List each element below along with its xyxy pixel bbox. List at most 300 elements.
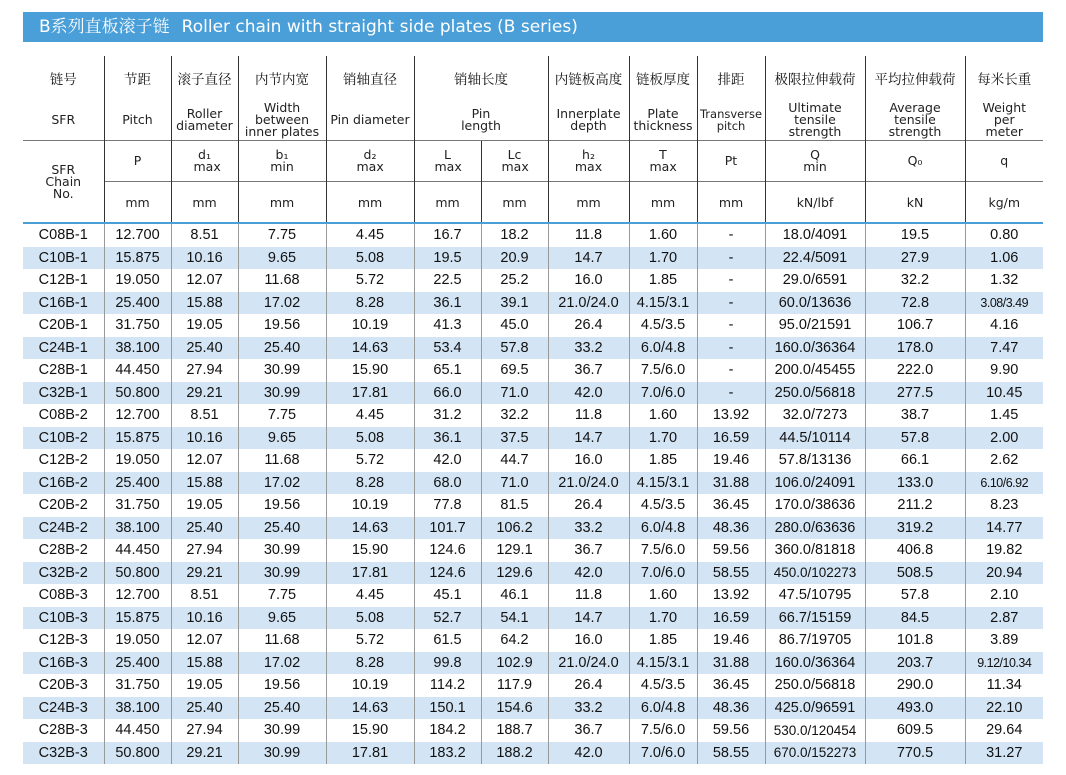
table-cell: 4.16: [965, 314, 1043, 337]
table-cell: 117.9: [481, 674, 548, 697]
table-cell: 160.0/36364: [765, 652, 865, 675]
table-row: [23, 674, 1043, 697]
table-cell: 1.70: [629, 427, 697, 450]
col-unit-transverse-pitch: mm: [697, 182, 765, 224]
table-cell: 18.0/4091: [765, 223, 865, 247]
col-en-inner-width: Width between inner plates: [238, 100, 326, 141]
table-cell: 59.56: [697, 539, 765, 562]
table-cell: 26.4: [548, 494, 629, 517]
table-cell: 16.59: [697, 607, 765, 630]
table-cell: 64.2: [481, 629, 548, 652]
chain-no-cell: C20B-1: [23, 314, 104, 337]
table-cell: 19.050: [104, 629, 171, 652]
table-cell: 11.8: [548, 404, 629, 427]
col-sym-inner-width: b₁ min: [238, 141, 326, 182]
table-row: [23, 292, 1043, 315]
table-cell: -: [697, 292, 765, 315]
table-cell: 8.28: [326, 292, 414, 315]
table-cell: 4.45: [326, 584, 414, 607]
chain-no-cell: C28B-1: [23, 359, 104, 382]
table-cell: 4.45: [326, 223, 414, 247]
col-sym-pin-length-lc: Lc max: [481, 141, 548, 182]
col-en-average-strength: Average tensile strength: [865, 100, 965, 141]
table-cell: 11.68: [238, 629, 326, 652]
table-row: [23, 719, 1043, 742]
table-row: [23, 629, 1043, 652]
table-row: [23, 472, 1043, 495]
table-cell: 19.05: [171, 314, 238, 337]
chain-no-cell: C24B-3: [23, 697, 104, 720]
table-cell: 25.40: [171, 517, 238, 540]
table-cell: 44.450: [104, 719, 171, 742]
col-unit-inner-width: mm: [238, 182, 326, 224]
chain-no-cell: C20B-2: [23, 494, 104, 517]
table-cell: 29.0/6591: [765, 269, 865, 292]
table-cell: 1.85: [629, 269, 697, 292]
table-cell: 42.0: [548, 562, 629, 585]
table-cell: 280.0/63636: [765, 517, 865, 540]
table-cell: 2.62: [965, 449, 1043, 472]
table-row: [23, 494, 1043, 517]
table-cell: 37.5: [481, 427, 548, 450]
chain-no-cell: C10B-1: [23, 247, 104, 270]
table-cell: 670.0/152273: [765, 742, 865, 765]
table-cell: 12.07: [171, 629, 238, 652]
table-cell: 178.0: [865, 337, 965, 360]
table-cell: 9.90: [965, 359, 1043, 382]
table-cell: 425.0/96591: [765, 697, 865, 720]
table-cell: 5.72: [326, 629, 414, 652]
table-cell: 4.15/3.1: [629, 292, 697, 315]
table-cell: 30.99: [238, 742, 326, 765]
col-zh-plate-thickness: 链板厚度: [629, 56, 697, 100]
table-cell: 1.06: [965, 247, 1043, 270]
table-cell: -: [697, 269, 765, 292]
col-unit-pin-length-l: mm: [414, 182, 481, 224]
chain-no-cell: C24B-2: [23, 517, 104, 540]
chain-no-cell: C20B-3: [23, 674, 104, 697]
table-cell: 10.16: [171, 607, 238, 630]
table-cell: 19.56: [238, 494, 326, 517]
title-zh: B系列直板滚子链: [39, 17, 170, 37]
table-cell: 36.1: [414, 427, 481, 450]
col-zh-pitch: 节距: [104, 56, 171, 100]
table-row: [23, 449, 1043, 472]
col-sym-chain-no: SFR Chain No.: [23, 141, 104, 224]
table-cell: 25.40: [238, 337, 326, 360]
table-cell: 99.8: [414, 652, 481, 675]
table-cell: 22.10: [965, 697, 1043, 720]
table-cell: 19.050: [104, 269, 171, 292]
table-cell: 101.8: [865, 629, 965, 652]
table-cell: 10.45: [965, 382, 1043, 405]
table-cell: 770.5: [865, 742, 965, 765]
col-unit-pitch: mm: [104, 182, 171, 224]
table-row: [23, 742, 1043, 765]
table-cell: 1.60: [629, 404, 697, 427]
col-zh-innerplate-depth: 内链板高度: [548, 56, 629, 100]
table-cell: -: [697, 359, 765, 382]
col-sym-transverse-pitch: Pt: [697, 141, 765, 182]
table-cell: 25.400: [104, 472, 171, 495]
chain-no-cell: C32B-2: [23, 562, 104, 585]
table-cell: 203.7: [865, 652, 965, 675]
table-cell: 31.88: [697, 472, 765, 495]
chain-no-cell: C08B-1: [23, 223, 104, 247]
table-cell: 15.875: [104, 427, 171, 450]
table-cell: 14.63: [326, 697, 414, 720]
table-cell: 154.6: [481, 697, 548, 720]
table-cell: 38.100: [104, 697, 171, 720]
table-cell: 493.0: [865, 697, 965, 720]
table-row: [23, 382, 1043, 405]
col-sym-plate-thickness: T max: [629, 141, 697, 182]
table-cell: 8.23: [965, 494, 1043, 517]
chain-no-cell: C08B-3: [23, 584, 104, 607]
chain-no-cell: C32B-1: [23, 382, 104, 405]
table-cell: 36.45: [697, 674, 765, 697]
chain-no-cell: C10B-3: [23, 607, 104, 630]
col-en-weight: Weight per meter: [965, 100, 1043, 141]
table-cell: 31.750: [104, 314, 171, 337]
chain-no-cell: C10B-2: [23, 427, 104, 450]
table-cell: 27.9: [865, 247, 965, 270]
table-row: [23, 652, 1043, 675]
table-cell: 26.4: [548, 674, 629, 697]
table-cell: 36.7: [548, 539, 629, 562]
table-cell: 68.0: [414, 472, 481, 495]
col-sym-pin-length-l: L max: [414, 141, 481, 182]
table-row: [23, 562, 1043, 585]
table-cell: 8.51: [171, 404, 238, 427]
table-cell: 508.5: [865, 562, 965, 585]
table-cell: 26.4: [548, 314, 629, 337]
table-cell: 3.89: [965, 629, 1043, 652]
table-cell: 29.21: [171, 742, 238, 765]
table-cell: 10.16: [171, 427, 238, 450]
table-cell: 5.08: [326, 607, 414, 630]
table-cell: 19.56: [238, 674, 326, 697]
table-cell: 45.0: [481, 314, 548, 337]
col-unit-average-strength: kN: [865, 182, 965, 224]
table-cell: 15.90: [326, 359, 414, 382]
table-cell: 31.27: [965, 742, 1043, 765]
table-cell: 36.7: [548, 719, 629, 742]
table-cell: 7.0/6.0: [629, 562, 697, 585]
table-cell: 15.875: [104, 607, 171, 630]
table-row: [23, 223, 1043, 247]
table-cell: 19.46: [697, 449, 765, 472]
table-cell: 16.0: [548, 629, 629, 652]
table-cell: 11.34: [965, 674, 1043, 697]
table-cell: 609.5: [865, 719, 965, 742]
table-cell: 31.750: [104, 674, 171, 697]
table-row: [23, 269, 1043, 292]
table-row: [23, 247, 1043, 270]
table-cell: 57.8/13136: [765, 449, 865, 472]
table-cell: 6.0/4.8: [629, 337, 697, 360]
table-cell: 9.65: [238, 247, 326, 270]
col-en-pitch: Pitch: [104, 100, 171, 141]
table-cell: -: [697, 223, 765, 247]
table-cell: 53.4: [414, 337, 481, 360]
table-cell: 129.1: [481, 539, 548, 562]
table-cell: 2.10: [965, 584, 1043, 607]
table-row: [23, 697, 1043, 720]
table-cell: 57.8: [481, 337, 548, 360]
table-cell: 19.05: [171, 674, 238, 697]
table-cell: 5.08: [326, 247, 414, 270]
table-cell: 66.0: [414, 382, 481, 405]
table-cell: 14.7: [548, 607, 629, 630]
table-cell: 406.8: [865, 539, 965, 562]
table-cell: 29.21: [171, 562, 238, 585]
table-cell: 17.81: [326, 562, 414, 585]
table-cell: 17.81: [326, 382, 414, 405]
table-cell: 44.450: [104, 359, 171, 382]
chain-no-cell: C16B-2: [23, 472, 104, 495]
table-cell: 2.87: [965, 607, 1043, 630]
table-cell: 27.94: [171, 539, 238, 562]
table-cell: 16.7: [414, 223, 481, 247]
table-cell: 11.68: [238, 449, 326, 472]
table-cell: 170.0/38636: [765, 494, 865, 517]
table-cell: 7.5/6.0: [629, 359, 697, 382]
table-cell: 25.40: [171, 697, 238, 720]
table-cell: 7.47: [965, 337, 1043, 360]
table-cell: 86.7/19705: [765, 629, 865, 652]
table-cell: 9.65: [238, 427, 326, 450]
table-cell: 124.6: [414, 539, 481, 562]
table-cell: 84.5: [865, 607, 965, 630]
table-header: [23, 56, 1043, 223]
table-cell: 129.6: [481, 562, 548, 585]
col-zh-ultimate-strength: 极限拉伸载荷: [765, 56, 865, 100]
table-cell: 47.5/10795: [765, 584, 865, 607]
table-cell: 21.0/24.0: [548, 292, 629, 315]
table-cell: 5.72: [326, 269, 414, 292]
table-cell: 20.94: [965, 562, 1043, 585]
table-row: [23, 517, 1043, 540]
table-cell: 6.0/4.8: [629, 697, 697, 720]
table-cell: 13.92: [697, 584, 765, 607]
table-cell: 42.0: [548, 742, 629, 765]
table-cell: 48.36: [697, 517, 765, 540]
table-cell: 12.700: [104, 404, 171, 427]
col-zh-weight: 每米长重: [965, 56, 1043, 100]
col-unit-roller-diameter: mm: [171, 182, 238, 224]
table-cell: 30.99: [238, 359, 326, 382]
col-zh-pin-diameter: 销轴直径: [326, 56, 414, 100]
table-row: [23, 337, 1043, 360]
col-unit-weight: kg/m: [965, 182, 1043, 224]
table-body: [23, 223, 1043, 764]
table-cell: 184.2: [414, 719, 481, 742]
table-cell: 21.0/24.0: [548, 472, 629, 495]
table-cell: 16.0: [548, 449, 629, 472]
table-cell: 66.1: [865, 449, 965, 472]
table-row: [23, 539, 1043, 562]
col-en-pin-diameter: Pin diameter: [326, 100, 414, 141]
table-cell: 54.1: [481, 607, 548, 630]
table-cell: 41.3: [414, 314, 481, 337]
table-cell: 4.5/3.5: [629, 494, 697, 517]
col-sym-pin-diameter: d₂ max: [326, 141, 414, 182]
table-cell: -: [697, 247, 765, 270]
table-cell: 13.92: [697, 404, 765, 427]
table-cell: 25.40: [238, 517, 326, 540]
table-cell: 95.0/21591: [765, 314, 865, 337]
table-cell: 25.400: [104, 652, 171, 675]
table-cell: 65.1: [414, 359, 481, 382]
table-cell: 15.88: [171, 472, 238, 495]
table-cell: -: [697, 337, 765, 360]
chain-no-cell: C16B-3: [23, 652, 104, 675]
table-cell: 29.21: [171, 382, 238, 405]
table-cell: 42.0: [414, 449, 481, 472]
table-cell: 18.2: [481, 223, 548, 247]
table-cell: 19.050: [104, 449, 171, 472]
table-cell: 66.7/15159: [765, 607, 865, 630]
col-sym-roller-diameter: d₁ max: [171, 141, 238, 182]
table-row: [23, 314, 1043, 337]
table-cell: 150.1: [414, 697, 481, 720]
table-cell: 38.100: [104, 337, 171, 360]
table-cell: 29.64: [965, 719, 1043, 742]
table-cell: 11.8: [548, 223, 629, 247]
table-title-banner: [23, 12, 1043, 42]
table-cell: 1.32: [965, 269, 1043, 292]
table-cell: 27.94: [171, 719, 238, 742]
table-cell: 30.99: [238, 539, 326, 562]
table-cell: 39.1: [481, 292, 548, 315]
table-cell: 19.05: [171, 494, 238, 517]
table-cell: 14.7: [548, 247, 629, 270]
col-unit-innerplate-depth: mm: [548, 182, 629, 224]
table-cell: 4.15/3.1: [629, 652, 697, 675]
table-cell: 277.5: [865, 382, 965, 405]
table-cell: 57.8: [865, 584, 965, 607]
col-en-pin-length: Pin length: [414, 100, 548, 141]
table-cell: 33.2: [548, 337, 629, 360]
table-cell: 9.12/10.34: [965, 652, 1043, 675]
table-cell: 360.0/81818: [765, 539, 865, 562]
table-cell: 36.1: [414, 292, 481, 315]
chain-no-cell: C24B-1: [23, 337, 104, 360]
table-cell: 15.875: [104, 247, 171, 270]
table-cell: 46.1: [481, 584, 548, 607]
col-sym-average-strength: Q₀: [865, 141, 965, 182]
table-cell: 32.2: [481, 404, 548, 427]
table-cell: 222.0: [865, 359, 965, 382]
col-sym-ultimate-strength: Q min: [765, 141, 865, 182]
table-cell: 71.0: [481, 382, 548, 405]
table-cell: 38.7: [865, 404, 965, 427]
col-zh-roller-diameter: 滚子直径: [171, 56, 238, 100]
table-cell: 188.2: [481, 742, 548, 765]
table-cell: 1.85: [629, 629, 697, 652]
table-cell: 17.02: [238, 652, 326, 675]
table-cell: 4.15/3.1: [629, 472, 697, 495]
table-cell: -: [697, 382, 765, 405]
table-cell: 30.99: [238, 382, 326, 405]
table-cell: 33.2: [548, 517, 629, 540]
table-cell: 160.0/36364: [765, 337, 865, 360]
table-cell: 17.02: [238, 472, 326, 495]
table-cell: 14.7: [548, 427, 629, 450]
table-cell: 1.70: [629, 247, 697, 270]
table-row: [23, 359, 1043, 382]
table-cell: 38.100: [104, 517, 171, 540]
table-cell: 15.90: [326, 539, 414, 562]
table-cell: 30.99: [238, 719, 326, 742]
table-row: [23, 427, 1043, 450]
table-cell: 10.19: [326, 494, 414, 517]
table-cell: 72.8: [865, 292, 965, 315]
table-cell: 33.2: [548, 697, 629, 720]
table-cell: 44.450: [104, 539, 171, 562]
table-cell: 7.75: [238, 223, 326, 247]
table-cell: 48.36: [697, 697, 765, 720]
table-cell: 77.8: [414, 494, 481, 517]
table-cell: 319.2: [865, 517, 965, 540]
col-en-chain-no: SFR: [51, 112, 76, 127]
table-cell: -: [697, 314, 765, 337]
table-cell: 25.40: [238, 697, 326, 720]
col-zh-transverse-pitch: 排距: [697, 56, 765, 100]
table-cell: 22.4/5091: [765, 247, 865, 270]
table-row: [23, 584, 1043, 607]
col-sym-innerplate-depth: h₂ max: [548, 141, 629, 182]
table-cell: 124.6: [414, 562, 481, 585]
table-cell: 5.08: [326, 427, 414, 450]
table-cell: 9.65: [238, 607, 326, 630]
col-zh-chain-no: 链号: [49, 72, 77, 88]
title-en: Roller chain with straight side plates (B series): [181, 17, 578, 37]
table-cell: 71.0: [481, 472, 548, 495]
table-cell: 106.0/24091: [765, 472, 865, 495]
table-cell: 19.5: [865, 223, 965, 247]
table-cell: 15.88: [171, 652, 238, 675]
table-cell: 101.7: [414, 517, 481, 540]
table-cell: 0.80: [965, 223, 1043, 247]
table-cell: 7.5/6.0: [629, 539, 697, 562]
table-cell: 5.72: [326, 449, 414, 472]
roller-chain-spec-table: [23, 56, 1043, 764]
chain-no-cell: C08B-2: [23, 404, 104, 427]
table-cell: 7.0/6.0: [629, 382, 697, 405]
table-cell: 12.07: [171, 449, 238, 472]
table-cell: 12.700: [104, 223, 171, 247]
table-cell: 60.0/13636: [765, 292, 865, 315]
table-cell: 30.99: [238, 562, 326, 585]
table-cell: 4.5/3.5: [629, 674, 697, 697]
table-cell: 19.82: [965, 539, 1043, 562]
table-cell: 250.0/56818: [765, 382, 865, 405]
table-cell: 25.2: [481, 269, 548, 292]
table-cell: 114.2: [414, 674, 481, 697]
table-cell: 81.5: [481, 494, 548, 517]
chain-no-cell: C32B-3: [23, 742, 104, 765]
table-cell: 4.5/3.5: [629, 314, 697, 337]
col-en-roller-diameter: Roller diameter: [171, 100, 238, 141]
table-cell: 6.10/6.92: [965, 472, 1043, 495]
table-cell: 1.45: [965, 404, 1043, 427]
table-cell: 11.8: [548, 584, 629, 607]
col-sym-pitch: P: [104, 141, 171, 182]
chain-no-cell: C28B-2: [23, 539, 104, 562]
table-cell: 57.8: [865, 427, 965, 450]
